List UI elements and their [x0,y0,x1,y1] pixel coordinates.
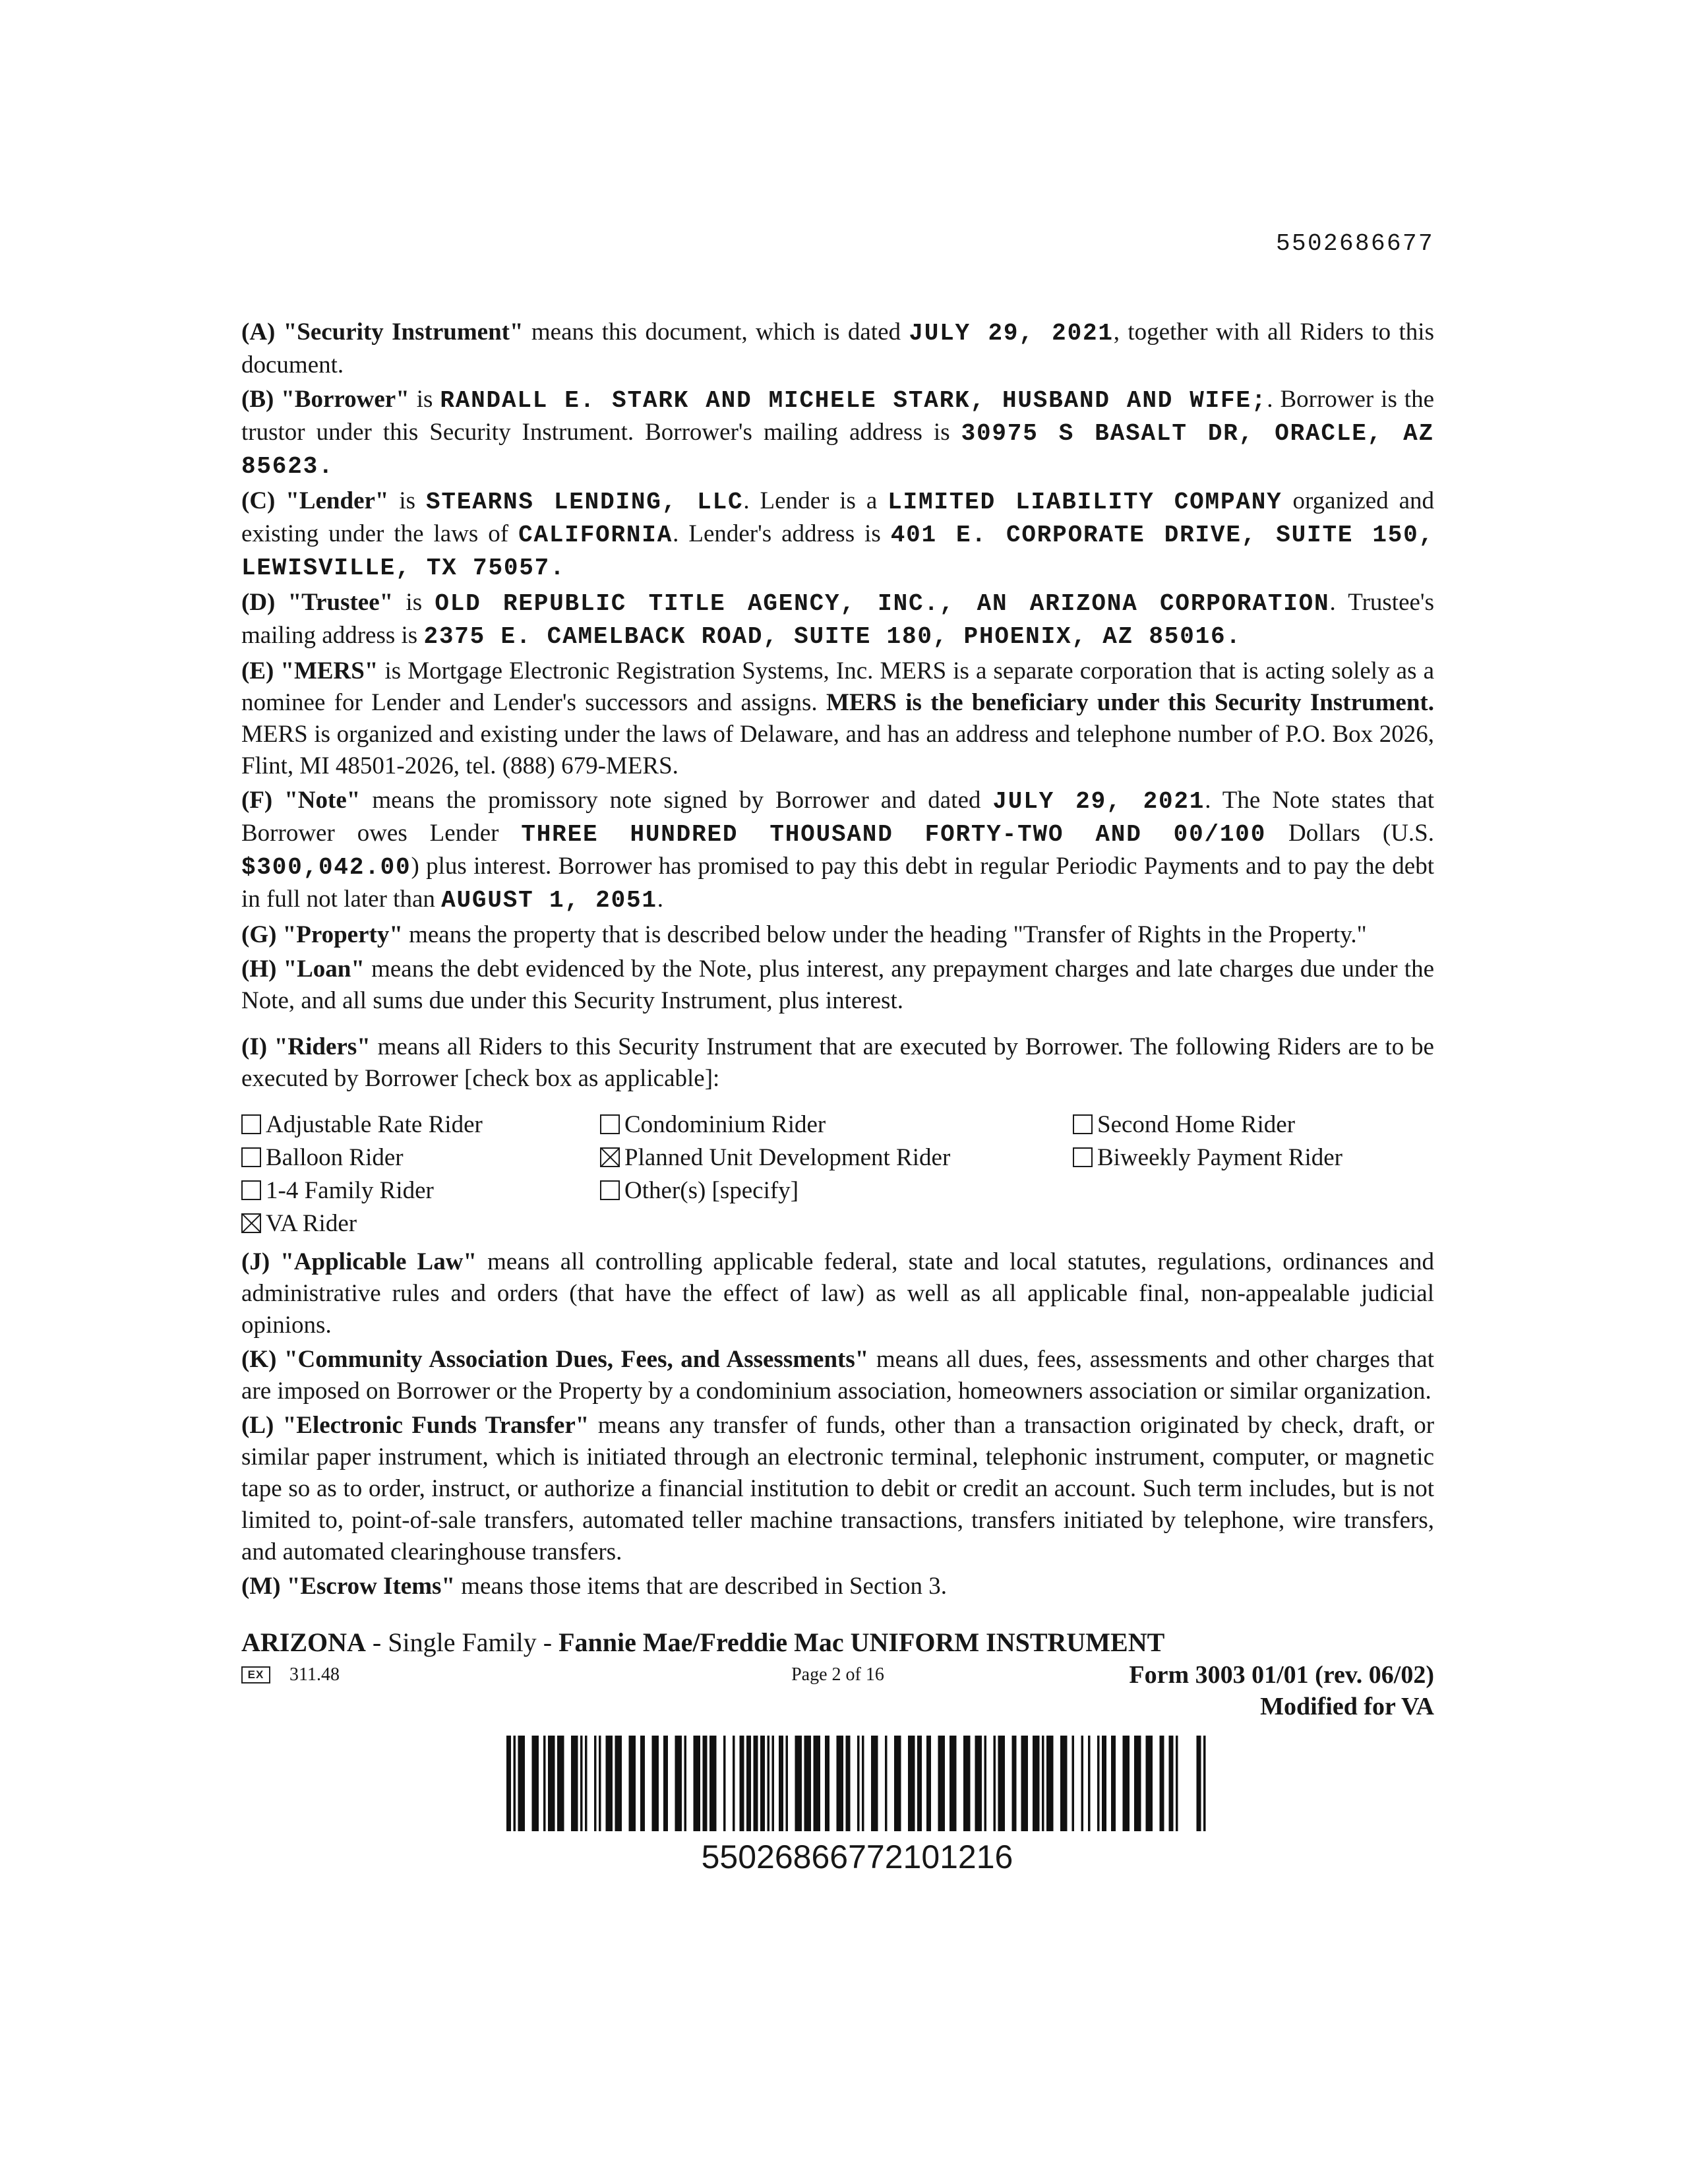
checked-box-icon [600,1147,620,1167]
barcode-bar [846,1736,851,1831]
barcode-bar [772,1736,775,1831]
barcode-bar [1102,1736,1106,1831]
definition-paragraph [241,954,1434,1017]
barcode-bar [615,1736,622,1831]
barcode-bar [938,1736,946,1831]
barcode-bar [1097,1736,1100,1831]
rider-option-balloon-rider [241,1141,600,1174]
barcode-bar [629,1736,636,1831]
definition-term: (I) "Riders" [241,1033,371,1060]
barcode-bar [768,1736,770,1831]
body-text: means the promissory note signed by Borrower and dated [360,787,993,814]
barcode-bar [1072,1736,1075,1831]
barcode-bar [1111,1736,1116,1831]
body-text: means all Riders to this Security Instrument that are executed by Borrower. The following Riders are to be executed by Borrower [check box as applicable]: [241,1033,1434,1092]
definition-paragraph [241,785,1434,917]
filled-value: STEARNS LENDING, LLC [425,489,744,516]
barcode-number: 55026866772101216 [701,1838,1013,1875]
definition-paragraph [241,1031,1434,1095]
definition-term: (B) "Borrower" [241,386,409,413]
barcode-bar [652,1736,659,1831]
barcode-bar [760,1736,765,1831]
barcode-bar [694,1736,701,1831]
definition-paragraph [241,317,1434,381]
body-text: is [388,487,426,514]
barcode-bar [709,1736,717,1831]
form-number: Form 3003 01/01 (rev. 06/02) [1129,1661,1434,1689]
body-text: means those items that are described in Section 3. [455,1573,947,1600]
filled-value: 30975 S BASALT DR, ORACLE, AZ 85623. [241,420,1434,480]
checked-box-icon [241,1213,261,1233]
barcode-bar [1046,1736,1054,1831]
body-text: , together with all Riders to this document. [241,318,1434,379]
filled-value: $300,042.00 [241,854,411,881]
barcode-bar [703,1736,708,1831]
footer-info-row [241,1658,1434,1691]
barcode-bar [1012,1736,1017,1831]
barcode-bar [548,1736,555,1831]
barcode-bar [518,1736,526,1831]
barcode-bar [640,1736,645,1831]
barcode-bar [975,1736,982,1831]
filled-value: AUGUST 1, 2051 [441,887,657,914]
body-text: organized and existing under the laws of [241,487,1435,547]
definitions-section [241,317,1434,1095]
barcode-bar [543,1736,546,1831]
form-title-type: - Single Family - [365,1627,559,1657]
empty-checkbox-icon [1073,1147,1093,1167]
definition-paragraph [241,655,1434,782]
body-text: . [657,886,664,913]
barcode-bar [1160,1736,1164,1831]
page-number: Page 2 of 16 [791,1664,884,1685]
barcode-bar [963,1736,971,1831]
rider-option-other-s-specify [600,1174,1073,1207]
barcode-bar [804,1736,812,1831]
barcode-bar [594,1736,597,1831]
definition-paragraph [241,1344,1434,1407]
definition-term: (F) "Note" [241,787,361,814]
barcode-bar [1123,1736,1130,1831]
barcode-bar [733,1736,735,1831]
body-text: MERS is organized and existing under the laws of Delaware, and has an address and telephone number of P.O. Box 2026, Flint, MI 48501-2026, tel. (888) 679-MERS. [241,721,1434,779]
barcode-bar [663,1736,668,1831]
barcode-bar [740,1736,744,1831]
form-title-brand: Fannie Mae/Freddie Mac UNIFORM INSTRUMENT [558,1627,1165,1657]
emphasized-text: MERS is the beneficiary under this Security Instrument. [826,689,1434,716]
rider-label: Balloon Rider [266,1143,404,1171]
filled-value: 2375 E. CAMELBACK ROAD, SUITE 180, PHOENIX, AZ 85016. [423,623,1242,650]
barcode-bar [786,1736,789,1831]
rider-label: VA Rider [266,1209,357,1237]
page-content [241,228,1434,1875]
barcode-bar [1197,1736,1201,1831]
barcode-bar [1088,1736,1091,1831]
barcode-bar [723,1736,726,1831]
filled-value: OLD REPUBLIC TITLE AGENCY, INC., AN ARIZONA CORPORATION [435,590,1330,617]
barcode-bar [1060,1736,1068,1831]
definition-term: (A) "Security Instrument" [241,318,524,346]
form-title-state: ARIZONA [241,1627,366,1657]
barcode-bar [684,1736,687,1831]
barcode-bar [779,1736,783,1831]
barcode-bar [1081,1736,1084,1831]
filled-value: JULY 29, 2021 [992,788,1205,815]
filled-value: LIMITED LIABILITY COMPANY [888,489,1282,516]
barcode-bar [1176,1736,1178,1831]
barcode-bar [585,1736,588,1831]
page-footer [241,1627,1434,1875]
barcode-bar [837,1736,844,1831]
definition-paragraph [241,587,1434,653]
rider-option-second-home-rider [1073,1108,1434,1141]
barcode-bar [514,1736,516,1831]
loan-number: 5502686677 [1275,230,1434,257]
definition-term: (E) "MERS" [241,657,378,684]
barcode-bar [984,1736,987,1831]
body-text: means the debt evidenced by the Note, plus interest, any prepayment charges and late charges due under the Note, and all sums due under this Security Instrument, plus interest. [241,956,1434,1014]
body-text: . Trustee's mailing address is [241,589,1434,649]
filled-value: JULY 29, 2021 [909,320,1114,347]
definitions-section-continued [241,1246,1434,1602]
definition-paragraph [241,384,1434,483]
definition-paragraph [241,485,1434,584]
definition-paragraph [241,919,1434,951]
filled-value: CALIFORNIA [518,522,673,549]
body-text: ) plus interest. Borrower has promised to pay this debt in regular Periodic Payments and to pay the debt in full not later than [241,853,1434,913]
barcode-bar [917,1736,922,1831]
rider-label: Other(s) [specify] [624,1176,799,1204]
rider-option-1-4-family-rider [241,1174,600,1207]
empty-checkbox-icon [241,1147,261,1167]
rider-column [600,1108,1073,1240]
barcode-bar [894,1736,901,1831]
filled-value: RANDALL E. STARK AND MICHELE STARK, HUSBAND AND WIFE; [440,387,1267,414]
body-text: . Lender's address is [673,520,891,547]
rider-label: Second Home Rider [1097,1110,1296,1138]
barcode-bar [1169,1736,1174,1831]
empty-checkbox-icon [600,1180,620,1200]
barcode-bar [1134,1736,1141,1831]
rider-option-biweekly-payment-rider [1073,1141,1434,1174]
body-text: means all controlling applicable federal, state and local statutes, regulations, ordinances and administrative rules and orders (that have the effect of law) as well as all applicable final, non-appealable judicial opinions. [241,1248,1435,1339]
definition-term: (H) "Loan" [241,956,365,983]
barcode-bar [754,1736,758,1831]
body-text: means this document, which is dated [523,318,909,346]
barcode-bar [795,1736,802,1831]
rider-option-va-rider [241,1207,600,1240]
riders-checklist [241,1108,1434,1240]
rider-column [1073,1108,1434,1240]
form-title [241,1627,1434,1658]
barcode-bar [825,1736,829,1831]
rider-label: Planned Unit Development Rider [624,1143,951,1171]
barcode-bar [506,1736,511,1831]
definition-term: (M) "Escrow Items" [241,1573,455,1600]
rider-label: Biweekly Payment Rider [1097,1143,1342,1171]
barcode-bar [606,1736,613,1831]
definition-term: (C) "Lender" [241,487,389,514]
rider-option-adjustable-rate-rider [241,1108,600,1141]
body-text: . The Note states that Borrower owes Lender [241,787,1434,847]
barcode-bar [746,1736,751,1831]
barcode-bar [908,1736,915,1831]
body-text: means the property that is described below under the heading "Transfer of Rights in the Property." [402,921,1367,948]
definition-term: (L) "Electronic Funds Transfer" [241,1412,589,1439]
definition-term: (J) "Applicable Law" [241,1248,477,1275]
barcode-bar [814,1736,821,1831]
definition-term: (K) "Community Association Dues, Fees, and Assessments" [241,1346,869,1373]
barcode-bar [1042,1736,1044,1831]
body-text: Dollars (U.S. [1266,820,1435,847]
ex-logo-icon: EX [241,1666,270,1684]
barcode-bar [885,1736,888,1831]
filled-value: THREE HUNDRED THOUSAND FORTY-TWO AND 00/100 [521,821,1267,848]
body-text: is [393,589,435,616]
definition-term: (D) "Trustee" [241,589,394,616]
barcode-bar [998,1736,1006,1831]
filled-value: 401 E. CORPORATE DRIVE, SUITE 150, LEWISVILLE, TX 75057. [241,522,1434,582]
body-text: means any transfer of funds, other than a transaction originated by check, draft, or similar paper instrument, which is initiated through an electronic terminal, telephonic instrument, computer, or magnetic tape so as to order, instruct, or authorize a financial institution to debit or credit an account. Such term includes, but is not limited to, point-of-sale transfers, automated teller machine transactions, transfers initiated by telephone, wire transfers, and automated clearinghouse transfers. [241,1412,1435,1565]
barcode-bar [871,1736,878,1831]
body-text: . Borrower is the trustor under this Security Instrument. Borrower's mailing address is [241,386,1434,446]
definition-paragraph [241,1571,1434,1602]
barcode [506,1736,1208,1831]
barcode-bar [599,1736,601,1831]
body-text: is Mortgage Electronic Registration Systems, Inc. MERS is a separate corporation that is acting solely as a nominee for Lender and Lender's successors and assigns. [241,657,1434,716]
body-text: means all dues, fees, assessments and other charges that are imposed on Borrower or the Property by a condominium association, homeowners association or similar organization. [241,1346,1435,1405]
form-modified-note: Modified for VA [1260,1693,1434,1720]
barcode-bar [571,1736,578,1831]
empty-checkbox-icon [241,1180,261,1200]
barcode-bar [532,1736,539,1831]
barcode-bar [950,1736,957,1831]
document-code: 311.48 [289,1664,340,1685]
barcode-bar [862,1736,864,1831]
rider-label: Adjustable Rate Rider [266,1110,483,1138]
definition-term: (G) "Property" [241,921,403,948]
barcode-bar [994,1736,996,1831]
body-text: . Lender is a [743,487,888,514]
barcode-bar [926,1736,931,1831]
empty-checkbox-icon [600,1114,620,1134]
definition-paragraph [241,1246,1434,1341]
definition-paragraph [241,1410,1434,1568]
rider-option-condominium-rider [600,1108,1073,1141]
barcode-bar [1033,1736,1040,1831]
rider-column [241,1108,600,1240]
body-text: is [409,386,440,413]
barcode-bar [675,1736,682,1831]
barcode-bar [1203,1736,1206,1831]
rider-option-planned-unit-development-rider [600,1141,1073,1174]
barcode-bar [557,1736,564,1831]
rider-label: Condominium Rider [624,1110,826,1138]
barcode-bar [580,1736,583,1831]
barcode-bar [1146,1736,1153,1831]
empty-checkbox-icon [241,1114,261,1134]
barcode-bar [1021,1736,1029,1831]
barcode-bar [857,1736,860,1831]
rider-label: 1-4 Family Rider [266,1176,434,1204]
empty-checkbox-icon [1073,1114,1093,1134]
